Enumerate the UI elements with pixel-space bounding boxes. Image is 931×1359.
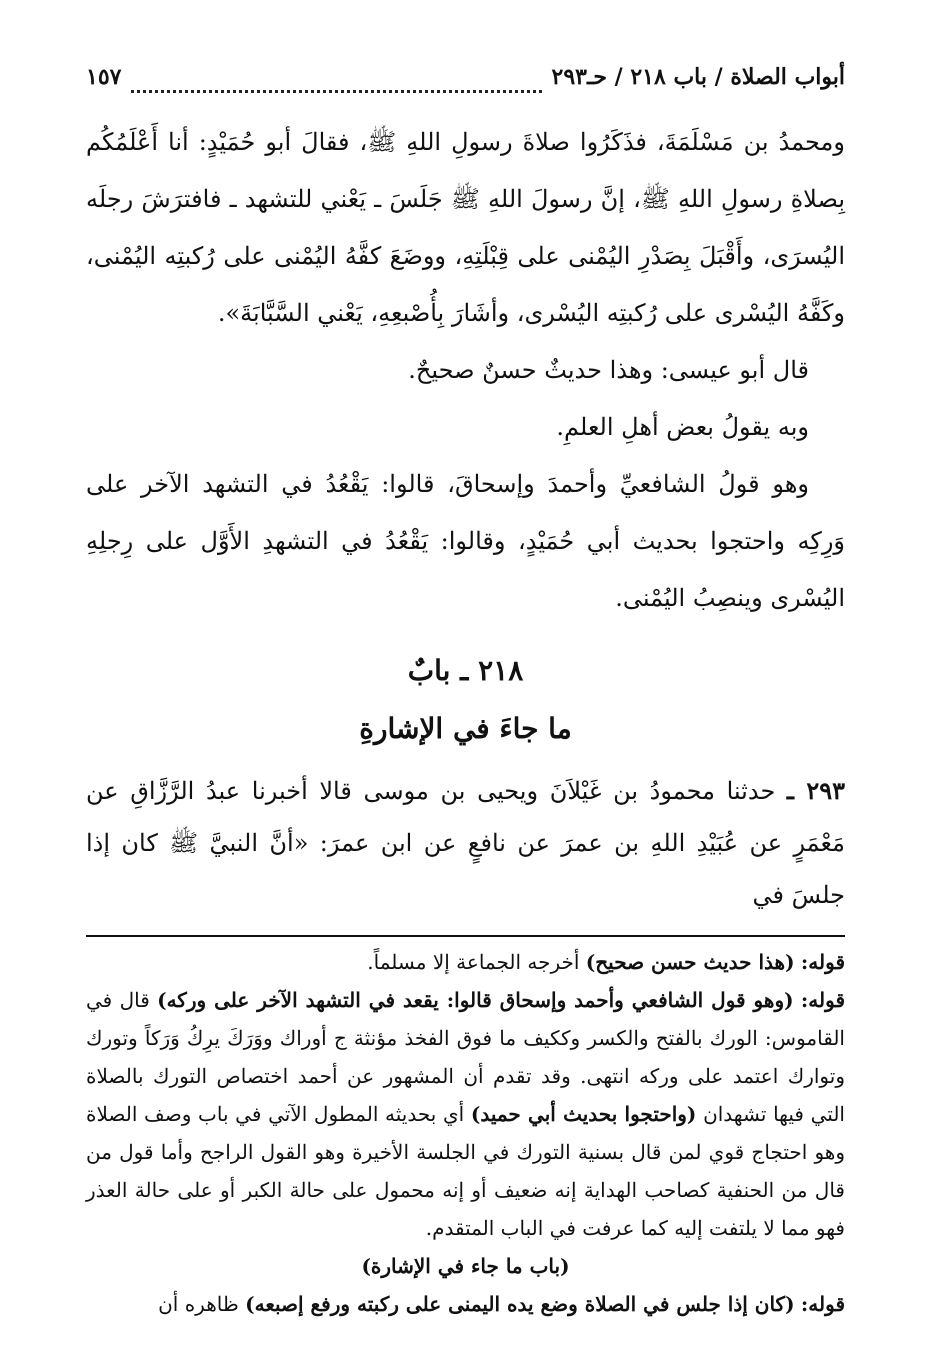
running-header xyxy=(86,64,845,104)
footnote-1 xyxy=(86,943,845,981)
footnote-text: أي بحديثه المطول الآتي في باب وصف الصلاة وهو احتجاج قوي لمن قال بسنية التورك في الجلسة الأخيرة وهو القول الراجح وأما قول من قال من الحنفية كصاحب الهداية إنه ضعيف أو إنه محمول على حالة الكبر أو على حالة العذر فهو مما لا يلتفت إليه كما عرفت في الباب المتقدم. xyxy=(86,1102,845,1240)
header-dot-leader xyxy=(131,76,541,93)
hadith-number: ٢٩٣ ـ xyxy=(786,776,845,805)
footnote-label: قوله: xyxy=(800,950,845,974)
chapter-title: ما جاءَ في الإشارةِ xyxy=(359,712,572,745)
hadith-text: حدثنا محمودُ بن غَيْلاَنَ ويحيى بن موسى قالا أخبرنا عبدُ الرَّزَّاقِ عن مَعْمَرٍ عن عُبَيْدِ اللهِ بن عمرَ عن نافعٍ عن ابن عمرَ: «أنَّ النبيَّ ﷺ كان إذا جلسَ في xyxy=(86,777,845,909)
footnote-text: أخرجه الجماعة إلا مسلماً. xyxy=(367,950,580,974)
footnote-text: قال في القاموس: الورك بالفتح والكسر وككيف ما فوق الفخذ مؤنثة ج أوراك ووَرَكَ يرِكُ وَرَكاً وتورك وتوارك اعتمد على وركه انتهى. وقد تقدم أن المشهور عن أحمد اختصاص التورك بالصلاة التي فيها تشهدان xyxy=(86,988,845,1126)
footnote-3 xyxy=(86,1285,845,1323)
footnote-lemma: (وهو قول الشافعي وأحمد وإسحاق قالوا: يقعد في التشهد الآخر على وركه) xyxy=(157,988,794,1012)
hadith-paragraph xyxy=(86,765,845,921)
footnote-divider xyxy=(86,935,845,937)
main-paragraph-2: قال أبو عيسى: وهذا حديثٌ حسنٌ صحيحٌ. xyxy=(408,356,809,384)
footnote-lemma: (كان إذا جلس في الصلاة وضع يده اليمنى على ركبته ورفع إصبعه) xyxy=(245,1292,795,1316)
header-title: أبواب الصلاة / باب ٢١٨ / حـ٢٩٣ xyxy=(551,64,845,90)
main-paragraph-3: وبه يقولُ بعض أهلِ العلمِ. xyxy=(556,413,809,441)
main-text xyxy=(86,114,845,627)
footnotes xyxy=(86,943,845,1323)
hadith-block xyxy=(86,765,845,921)
footnote-2 xyxy=(86,981,845,1247)
page-number: ١٥٧ xyxy=(86,64,122,90)
main-paragraph-4: وهو قولُ الشافعيِّ وأحمدَ وإسحاقَ، قالوا: يَقْعُدُ في التشهد الآخر على وَرِكِه واحتجوا بحديث أبي حُمَيْدٍ، وقالوا: يَقْعُدُ في التشهدِ الأَوَّل على رِجلِهِ اليُسْرى وينصِبُ اليُمْنى. xyxy=(86,470,845,612)
footnote-chapter-heading: (باب ما جاء في الإشارة) xyxy=(361,1254,570,1278)
chapter-heading xyxy=(86,641,845,757)
footnote-label: قوله: xyxy=(800,1292,845,1316)
main-paragraph-1: ومحمدُ بن مَسْلَمَةَ، فذَكَرُوا صلاةَ رسولِ اللهِ ﷺ، فقالَ أبو حُمَيْدٍ: أنا أَعْلَمُكُم بِصلاةِ رسولِ اللهِ ﷺ، إنَّ رسولَ اللهِ ﷺ جَلَسَ ـ يَعْني للتشهد ـ فافترَشَ رجلَه اليُسرَى، وأَقْبَلَ بِصَدْرِ اليُمْنى على قِبْلَتِهِ، ووضَعَ كفَّهُ اليُمْنى على رُكبتِه اليُمْنى، وكَفَّهُ اليُسْرى على رُكبتِه اليُسْرى، وأشَارَ بِأُصْبعِهِ، يَعْني السَّبَّابَةَ». xyxy=(86,128,845,327)
chapter-number: ٢١٨ ـ بابٌ xyxy=(407,654,524,687)
footnote-label: قوله: xyxy=(800,988,846,1012)
footnote-lemma: (واحتجوا بحديث أبي حميد) xyxy=(470,1102,697,1126)
footnote-lemma: (هذا حديث حسن صحيح) xyxy=(585,950,795,974)
footnote-text: ظاهره أن xyxy=(158,1292,239,1316)
